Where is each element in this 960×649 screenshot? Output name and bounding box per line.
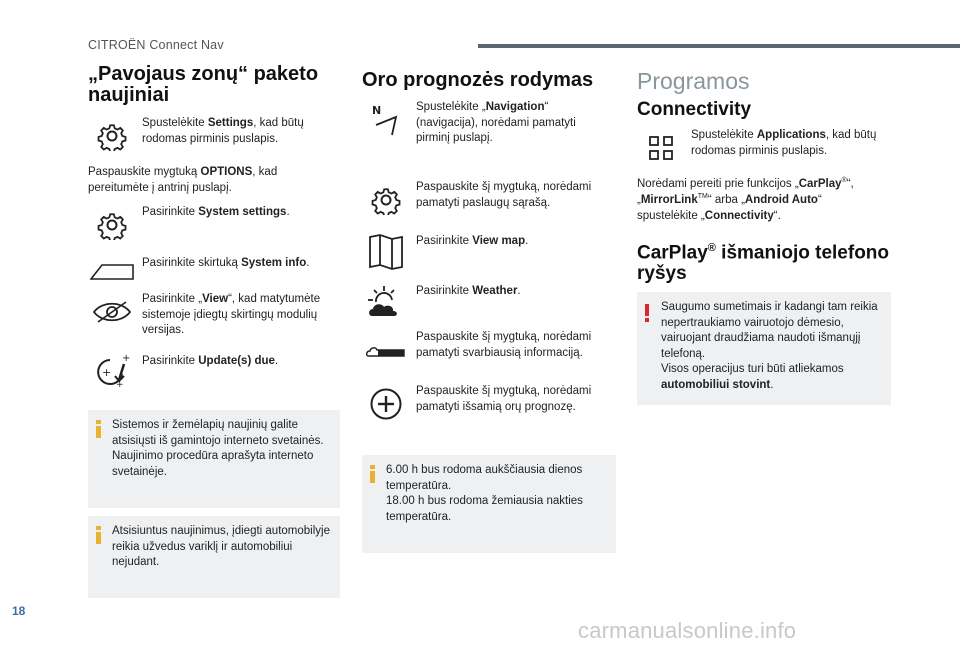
connectivity-heading-wrap bbox=[637, 100, 751, 121]
settings-gear-icon bbox=[362, 180, 410, 220]
info-icon bbox=[96, 526, 101, 544]
update-icon bbox=[88, 350, 136, 390]
info-note-temperature bbox=[362, 455, 616, 553]
step-navigation bbox=[362, 100, 617, 147]
step-text: Spustelėkite „Navigation“ (navigacija), norėdami pamatyti pirminį puslapį. bbox=[416, 101, 576, 145]
note-text: Saugumo sumetimais ir kadangi tam reikia nepertraukiamo vairuotojo dėmesio, vairuojant draudžiama naudoti išmanųjį telefoną. Visos operacijus turi būti atliekamos automobiliui stovint. bbox=[661, 301, 878, 391]
svg-text:+: + bbox=[116, 380, 124, 388]
weather-heading: Oro prognozės rodymas bbox=[362, 69, 594, 91]
navigation-north-icon bbox=[362, 100, 410, 140]
step-text: Pasirinkite Update(s) due. bbox=[142, 355, 279, 367]
updates-heading: „Pavojaus zonų“ paketo naujiniai bbox=[88, 63, 319, 106]
step-text: Paspauskite šį mygtuką, norėdami pamatyti svarbiausią informaciją. bbox=[416, 331, 592, 359]
step-text: Pasirinkite skirtuką System info. bbox=[142, 257, 310, 269]
step-weather bbox=[362, 282, 617, 322]
header-rule bbox=[478, 44, 960, 48]
page-number: 18 bbox=[12, 604, 26, 618]
settings-gear-icon bbox=[88, 205, 136, 245]
note-text: 6.00 h bus rodoma aukščiausia dienos temperatūra. 18.00 h bus rodoma žemiausia nakties temperatūra. bbox=[386, 464, 583, 523]
applications-section-title: Programos bbox=[637, 68, 750, 94]
step-text: Paspauskite šį mygtuką, norėdami pamatyti paslaugų sąrašą. bbox=[416, 181, 592, 209]
watermark: carmanualsonline.info bbox=[578, 618, 797, 643]
carplay-heading-wrap bbox=[637, 242, 892, 285]
info-note-downloads bbox=[88, 410, 340, 508]
step-text: Pasirinkite „View“, kad matytumėte sistemoje įdiegtų skirtingų modulių versijas. bbox=[142, 293, 321, 337]
plus-circle-icon bbox=[362, 384, 410, 424]
info-icon bbox=[370, 465, 375, 483]
tab-icon bbox=[88, 252, 136, 292]
warning-icon bbox=[645, 304, 650, 322]
applications-grid-icon bbox=[637, 128, 685, 168]
step-text: Spustelėkite Applications, kad būtų rodomas pirminis puslapis. bbox=[691, 129, 877, 157]
note-text: Sistemos ir žemėlapių naujinių galite atsisiųsti iš gamintojo interneto svetainės. Naujinimo procedūra aprašyta interneto svetainėje. bbox=[112, 419, 324, 478]
step-main-info bbox=[362, 330, 617, 370]
settings-gear-icon bbox=[88, 116, 136, 156]
carplay-heading: CarPlay® išmaniojo telefono ryšys bbox=[637, 242, 890, 285]
column-applications bbox=[637, 68, 892, 95]
connectivity-paragraph: Norėdami pereiti prie funkcijos „CarPlay®“, „MirrorLink™“ arba „Android Auto“ spustelėkite „Connectivity“. bbox=[637, 177, 854, 222]
connectivity-heading: Connectivity bbox=[637, 99, 752, 120]
step-view-map bbox=[362, 232, 617, 272]
step-text: Paspauskite šį mygtuką, norėdami pamatyti išsamią orų prognozę. bbox=[416, 385, 592, 413]
step-text: Pasirinkite Weather. bbox=[416, 285, 521, 297]
note-text: Atsisiuntus naujinimus, įdiegti automobilyje reikia užvedus variklį ir automobiliui nejudant. bbox=[112, 525, 330, 569]
map-icon bbox=[362, 232, 410, 272]
svg-text:+: + bbox=[122, 353, 130, 364]
step-text: Pasirinkite System settings. bbox=[142, 206, 290, 218]
step-applications bbox=[637, 128, 892, 168]
column-updates bbox=[88, 64, 343, 106]
step-text: Spustelėkite Settings, kad būtų rodomas pirminis puslapis. bbox=[142, 117, 304, 145]
svg-text:N: N bbox=[372, 104, 382, 117]
weather-bar-icon bbox=[362, 330, 410, 370]
info-note-install bbox=[88, 516, 340, 598]
warning-note-smartphone bbox=[637, 292, 891, 405]
svg-text:+: + bbox=[102, 366, 112, 379]
options-paragraph: Paspauskite mygtuką OPTIONS, kad pereitumėte į antrinį puslapį. bbox=[88, 166, 278, 194]
step-services bbox=[362, 180, 617, 220]
step-updates-due bbox=[88, 350, 343, 390]
eye-icon bbox=[88, 292, 136, 332]
info-icon bbox=[96, 420, 101, 438]
column-weather bbox=[362, 70, 617, 91]
weather-icon bbox=[362, 282, 410, 322]
header-title: CITROËN Connect Nav bbox=[88, 38, 224, 52]
step-settings bbox=[88, 116, 343, 156]
step-view bbox=[88, 292, 343, 339]
step-text: Pasirinkite View map. bbox=[416, 235, 529, 247]
step-system-info bbox=[88, 252, 343, 292]
step-detailed-forecast bbox=[362, 384, 617, 424]
step-system-settings bbox=[88, 205, 343, 245]
